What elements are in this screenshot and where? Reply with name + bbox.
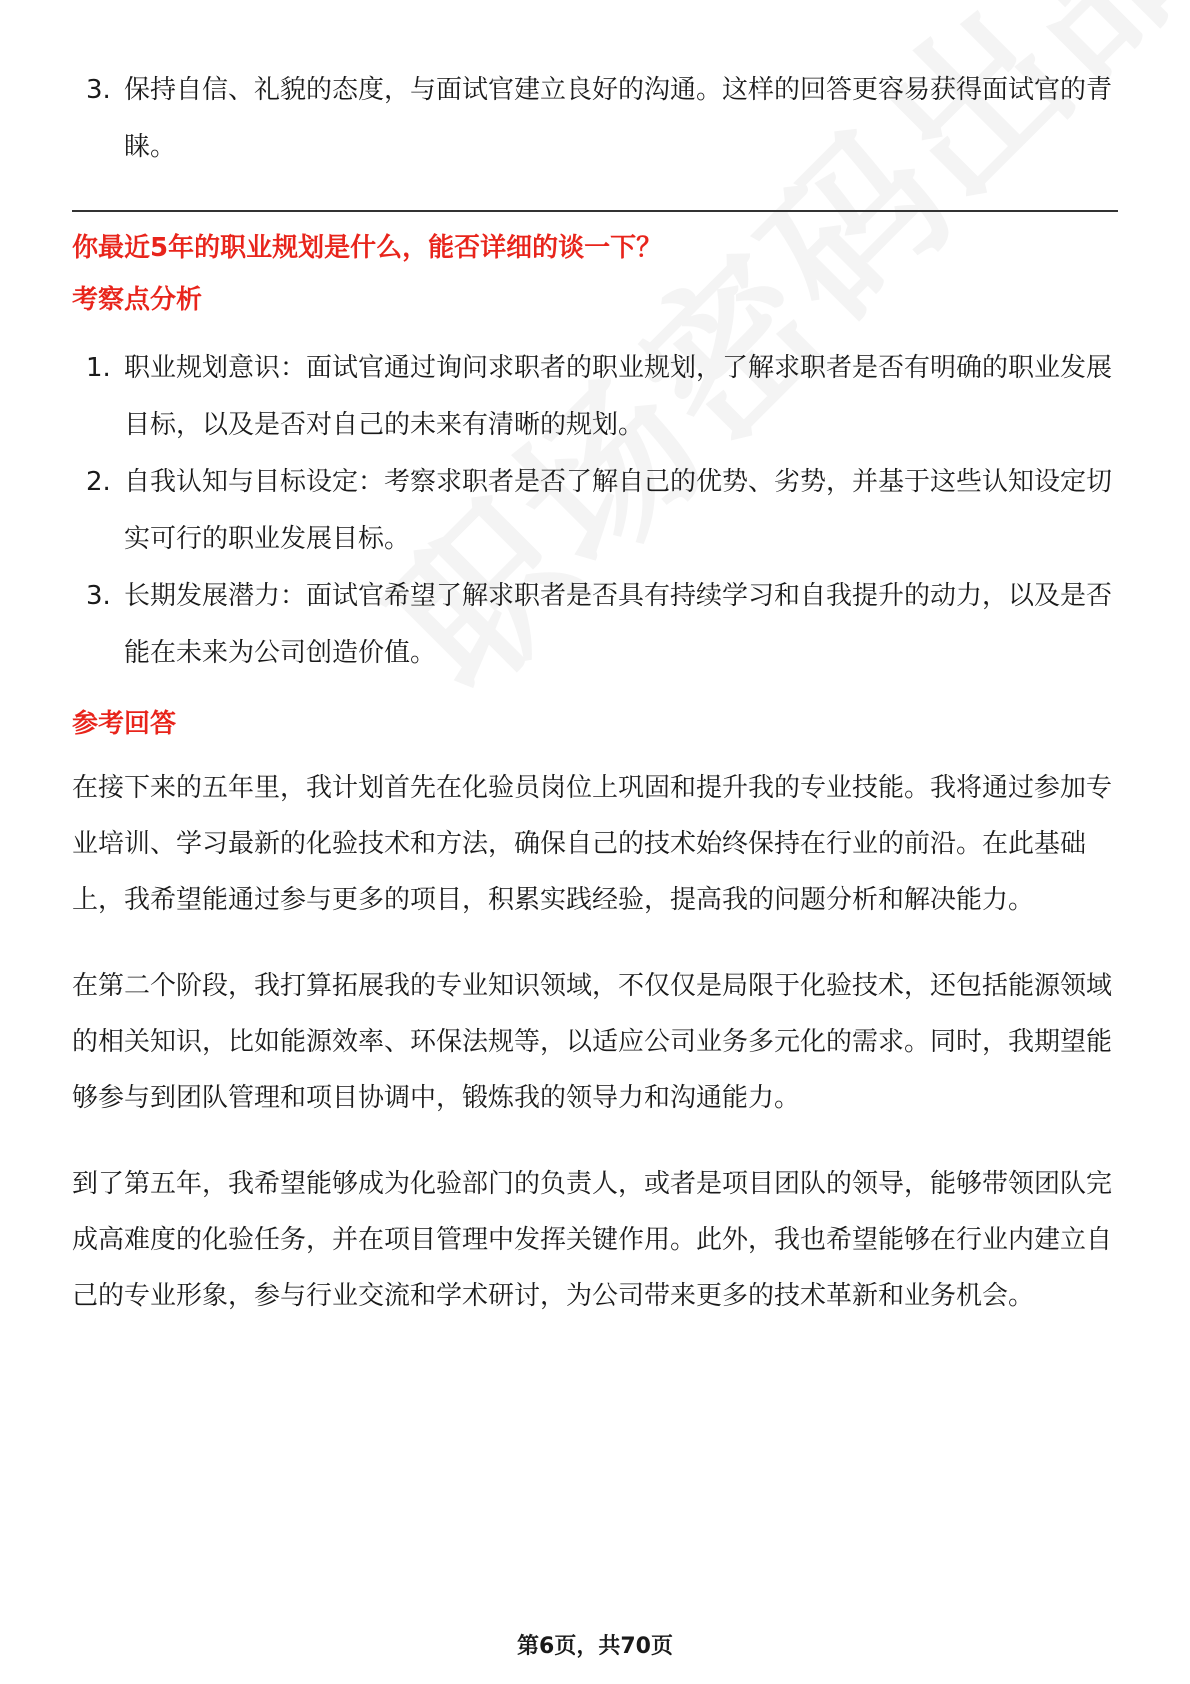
- list-item: [72, 62, 1118, 176]
- page-content: [72, 62, 1118, 1324]
- list-item-text: 保持自信、礼貌的态度，与面试官建立良好的沟通。这样的回答更容易获得面试官的青睐。: [124, 75, 1113, 162]
- question-heading: 你最近5年的职业规划是什么，能否详细的谈一下？: [72, 233, 663, 263]
- list-item-number: 3.: [86, 75, 111, 105]
- list-item-number: 2.: [86, 467, 111, 497]
- previous-answer-list: [72, 62, 1118, 176]
- list-item-number: 3.: [86, 581, 111, 611]
- list-item-text: 长期发展潜力：面试官希望了解求职者是否具有持续学习和自我提升的动力，以及是否能在未来为公司创造价值。: [124, 581, 1113, 668]
- page-number-footer: 第6页，共70页: [517, 1634, 673, 1659]
- answer-paragraph: 在接下来的五年里，我计划首先在化验员岗位上巩固和提升我的专业技能。我将通过参加专业培训、学习最新的化验技术和方法，确保自己的技术始终保持在行业的前沿。在此基础上，我希望能通过参与更多的项目，积累实践经验，提高我的问题分析和解决能力。: [72, 773, 1113, 915]
- answer-paragraph: 到了第五年，我希望能够成为化验部门的负责人，或者是项目团队的领导，能够带领团队完成高难度的化验任务，并在项目管理中发挥关键作用。此外，我也希望能够在行业内建立自己的专业形象，参与行业交流和学术研讨，为公司带来更多的技术革新和业务机会。: [72, 1169, 1113, 1311]
- list-item: [72, 454, 1118, 568]
- list-item: [72, 340, 1118, 454]
- answer-heading: 参考回答: [72, 709, 177, 739]
- list-item-text: 职业规划意识：面试官通过询问求职者的职业规划，了解求职者是否有明确的职业发展目标，以及是否对自己的未来有清晰的规划。: [124, 353, 1113, 440]
- list-item-number: 1.: [86, 353, 111, 383]
- section-divider: [72, 210, 1118, 212]
- analysis-heading: 考察点分析: [72, 285, 203, 315]
- list-item-text: 自我认知与目标设定：考察求职者是否了解自己的优势、劣势，并基于这些认知设定切实可行的职业发展目标。: [124, 467, 1113, 554]
- list-item: [72, 568, 1118, 682]
- analysis-list: [72, 340, 1118, 682]
- answer-paragraph: 在第二个阶段，我打算拓展我的专业知识领域，不仅仅是局限于化验技术，还包括能源领域的相关知识，比如能源效率、环保法规等，以适应公司业务多元化的需求。同时，我期望能够参与到团队管理和项目协调中，锻炼我的领导力和沟通能力。: [72, 971, 1113, 1113]
